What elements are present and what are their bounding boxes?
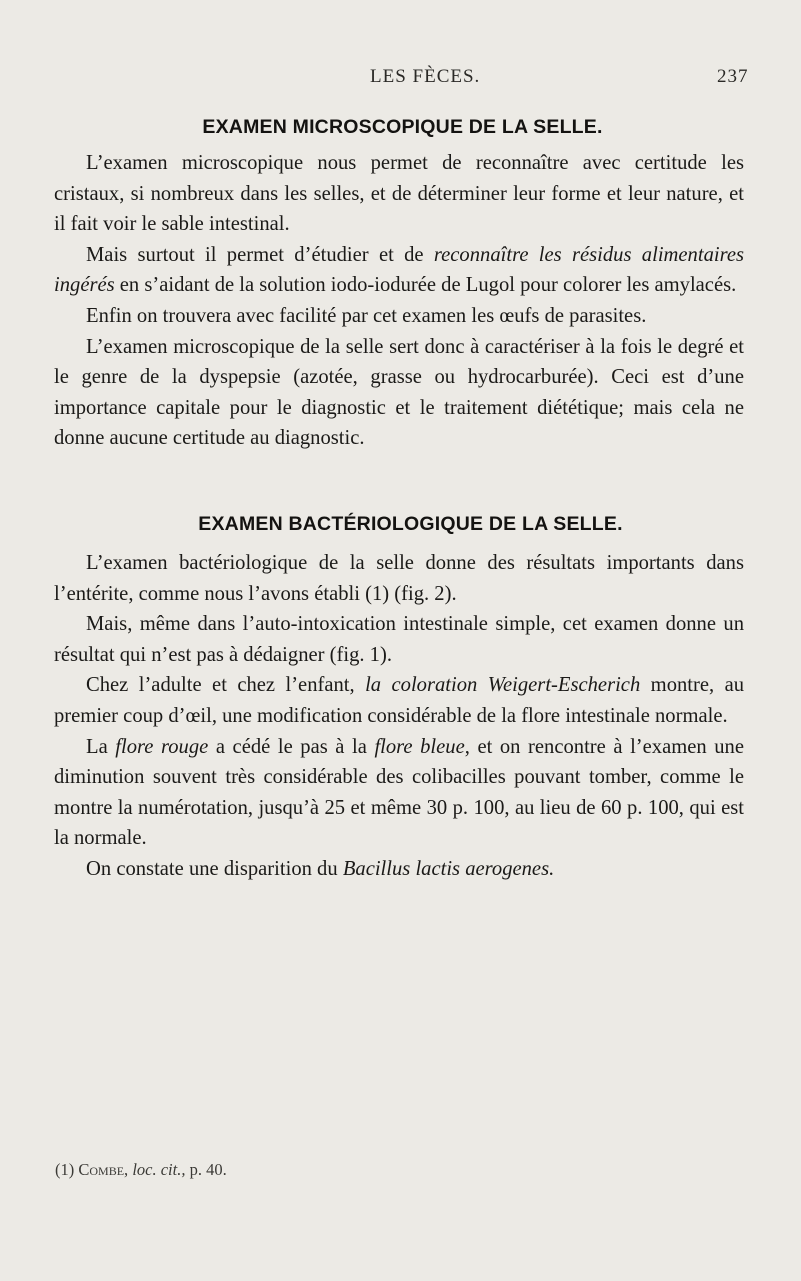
section-heading-microscopic: EXAMEN MICROSCOPIQUE DE LA SELLE. <box>202 116 603 138</box>
running-header <box>0 66 801 92</box>
paragraph: L’examen bactériologique de la selle donne des résultats importants dans l’entérite, comme nous l’avons établi (1) (fig. 2). <box>54 552 744 605</box>
paragraph: Enfin on trouvera avec facilité par cet examen les œufs de parasites. <box>86 304 647 327</box>
paragraph: L’examen microscopique nous permet de reconnaître avec certitude les cristaux, si nombreux dans les selles, et de déterminer leur forme et leur nature, et il fait voir le sable intestinal. <box>54 152 744 236</box>
paragraph: Mais surtout il permet d’étudier et de reconnaître les résidus alimentaires ingérés en s’aidant de la solution iodo-iodurée de Lugol pour colorer les amylacés. <box>54 243 744 297</box>
paragraph: On constate une disparition du Bacillus lactis aerogenes. <box>86 857 555 880</box>
italic-term: reconnaître les résidus alimentaires ingérés <box>54 243 744 297</box>
footnote: (1) Combe, loc. cit., p. 40. <box>55 1160 227 1179</box>
italic-term: flore rouge <box>115 735 209 758</box>
page-number: 237 <box>717 66 749 87</box>
paragraph: L’examen microscopique de la selle sert donc à caractériser à la fois le degré et le genre de la dyspepsie (azotée, grasse ou hydrocarburée). Ceci est d’une importance capitale pour le diagnostic et le traitement diététique; mais cela ne donne aucune certitude au diagnostic. <box>54 335 744 450</box>
paragraph: Mais, même dans l’auto-intoxication intestinale simple, cet examen donne un résultat qui n’est pas à dédaigner (fig. 1). <box>54 613 744 666</box>
italic-term: Bacillus lactis aerogenes. <box>342 857 555 880</box>
footnote-author: Combe, <box>78 1160 129 1179</box>
italic-term: la coloration Weigert-Escherich <box>365 674 641 697</box>
section-body-bacteriological <box>54 548 744 885</box>
section-body-microscopic <box>54 148 744 454</box>
section-heading-bacteriological: EXAMEN BACTÉRIOLOGIQUE DE LA SELLE. <box>198 513 623 535</box>
running-title: LES FÈCES. <box>370 66 481 87</box>
paragraph: Chez l’adulte et chez l’enfant, la coloration Weigert-Escherich montre, au premier coup d’œil, une modification considérable de la flore intestinale normale. <box>54 674 745 727</box>
italic-term: flore bleue <box>374 735 465 758</box>
paragraph: La flore rouge a cédé le pas à la flore bleue, et on rencontre à l’examen une diminution souvent très considérable des colibacilles pouvant tomber, comme le montre la numérotation, jusqu’à 25 et même 30 p. 100, au lieu de 60 p. 100, qui est la normale. <box>54 735 744 850</box>
